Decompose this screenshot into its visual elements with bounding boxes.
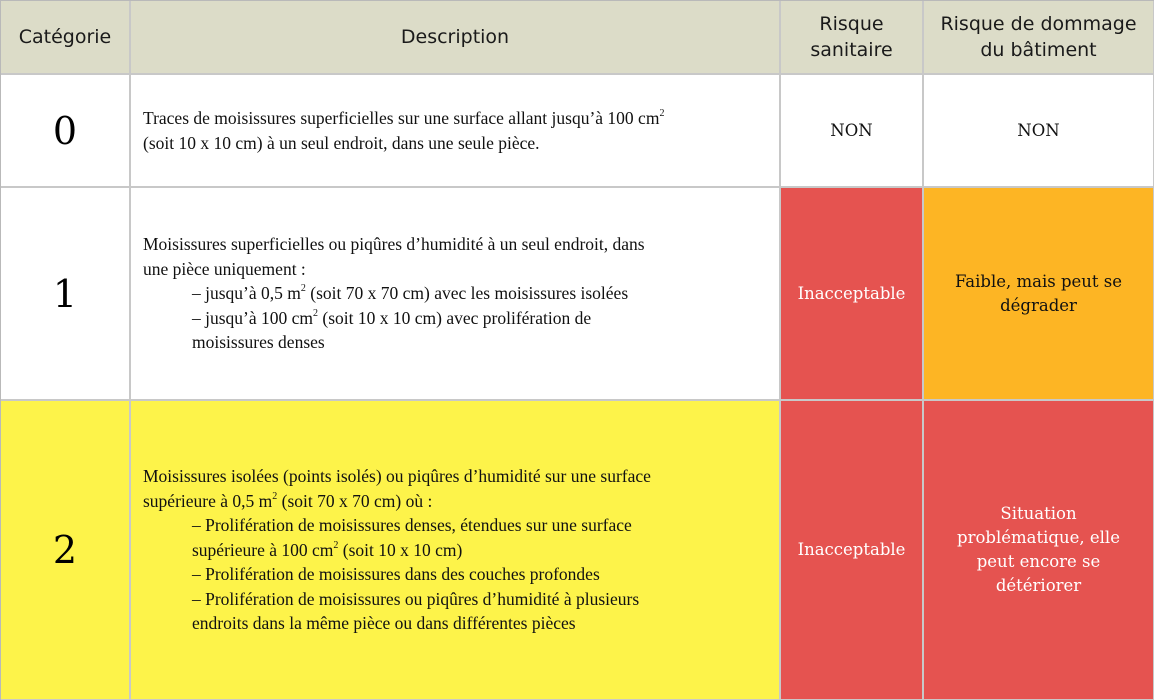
header-description-label: Description bbox=[400, 26, 510, 48]
superscript: 2 bbox=[313, 307, 319, 319]
list-item-text: supérieure à 100 cm bbox=[192, 539, 334, 560]
description-text bbox=[143, 106, 767, 155]
list-item-text: (soit 10 x 10 cm) bbox=[338, 539, 463, 560]
health-risk-cell-2 bbox=[781, 401, 924, 700]
description-list-item-continued bbox=[143, 538, 767, 563]
description-line: Traces de moisissures superficielles sur une surface allant jusqu’à 100 cm bbox=[143, 108, 660, 128]
header-health-risk-label: Risque sanitaire bbox=[810, 13, 893, 61]
description-list-item bbox=[143, 306, 767, 331]
health-risk-value: Inacceptable bbox=[797, 540, 906, 559]
header-category-label: Catégorie bbox=[18, 26, 112, 48]
header-health-risk bbox=[781, 1, 924, 75]
category-number: 1 bbox=[52, 271, 78, 316]
description-line bbox=[143, 489, 767, 514]
list-item-text: – jusqu’à 0,5 m bbox=[192, 283, 301, 304]
category-number: 0 bbox=[52, 108, 78, 153]
category-cell-2 bbox=[1, 401, 131, 700]
list-item-text: (soit 10 x 10 cm) avec prolifération de bbox=[318, 307, 592, 328]
description-line: Moisissures superficielles ou piqûres d’humidité à un seul endroit, dans bbox=[143, 234, 645, 255]
superscript: 2 bbox=[272, 490, 278, 502]
description-text-part: (soit 70 x 70 cm) où : bbox=[277, 490, 433, 511]
description-cell-0 bbox=[131, 75, 781, 188]
header-description bbox=[131, 1, 781, 75]
list-item-text: (soit 70 x 70 cm) avec les moisissures isolées bbox=[305, 283, 629, 304]
description-text bbox=[143, 232, 767, 355]
description-list-item bbox=[143, 281, 767, 306]
superscript: 2 bbox=[659, 108, 665, 120]
superscript: 2 bbox=[300, 283, 306, 295]
description-list-item: – Prolifération de moisissures ou piqûres d’humidité à plusieurs bbox=[192, 588, 640, 609]
health-risk-value: Inacceptable bbox=[797, 283, 906, 303]
superscript: 2 bbox=[333, 539, 339, 551]
header-category bbox=[1, 1, 131, 75]
building-risk-cell-0 bbox=[924, 75, 1154, 188]
category-cell-1 bbox=[1, 188, 131, 401]
building-risk-cell-2 bbox=[924, 401, 1154, 700]
health-risk-value: NON bbox=[830, 120, 873, 140]
description-line: (soit 10 x 10 cm) à un seul endroit, dans une seule pièce. bbox=[143, 132, 540, 153]
building-risk-value: Situation problématique, elle peut encore se détériorer bbox=[957, 504, 1120, 595]
description-list-item-continued: moisissures denses bbox=[192, 332, 325, 353]
header-building-risk-label: Risque de dommage du bâtiment bbox=[940, 13, 1137, 61]
building-risk-value: Faible, mais peut se dégrader bbox=[954, 271, 1123, 315]
health-risk-cell-0 bbox=[781, 75, 924, 188]
description-list-item: – Prolifération de moisissures denses, étendues sur une surface bbox=[192, 515, 632, 536]
building-risk-cell-1 bbox=[924, 188, 1154, 401]
header-building-risk bbox=[924, 1, 1154, 75]
health-risk-cell-1 bbox=[781, 188, 924, 401]
description-text bbox=[143, 464, 767, 636]
description-list-item: – Prolifération de moisissures dans des couches profondes bbox=[192, 564, 600, 585]
description-text-part: supérieure à 0,5 m bbox=[143, 490, 273, 511]
category-number: 2 bbox=[52, 528, 78, 572]
description-list-item-continued: endroits dans la même pièce ou dans différentes pièces bbox=[192, 613, 576, 634]
description-line: Moisissures isolées (points isolés) ou piqûres d’humidité sur une surface bbox=[143, 466, 651, 487]
description-cell-1 bbox=[131, 188, 781, 401]
category-cell-0 bbox=[1, 75, 131, 188]
description-line: une pièce uniquement : bbox=[143, 258, 306, 279]
building-risk-value: NON bbox=[1017, 120, 1060, 140]
description-cell-2 bbox=[131, 401, 781, 700]
list-item-text: – jusqu’à 100 cm bbox=[192, 307, 314, 328]
